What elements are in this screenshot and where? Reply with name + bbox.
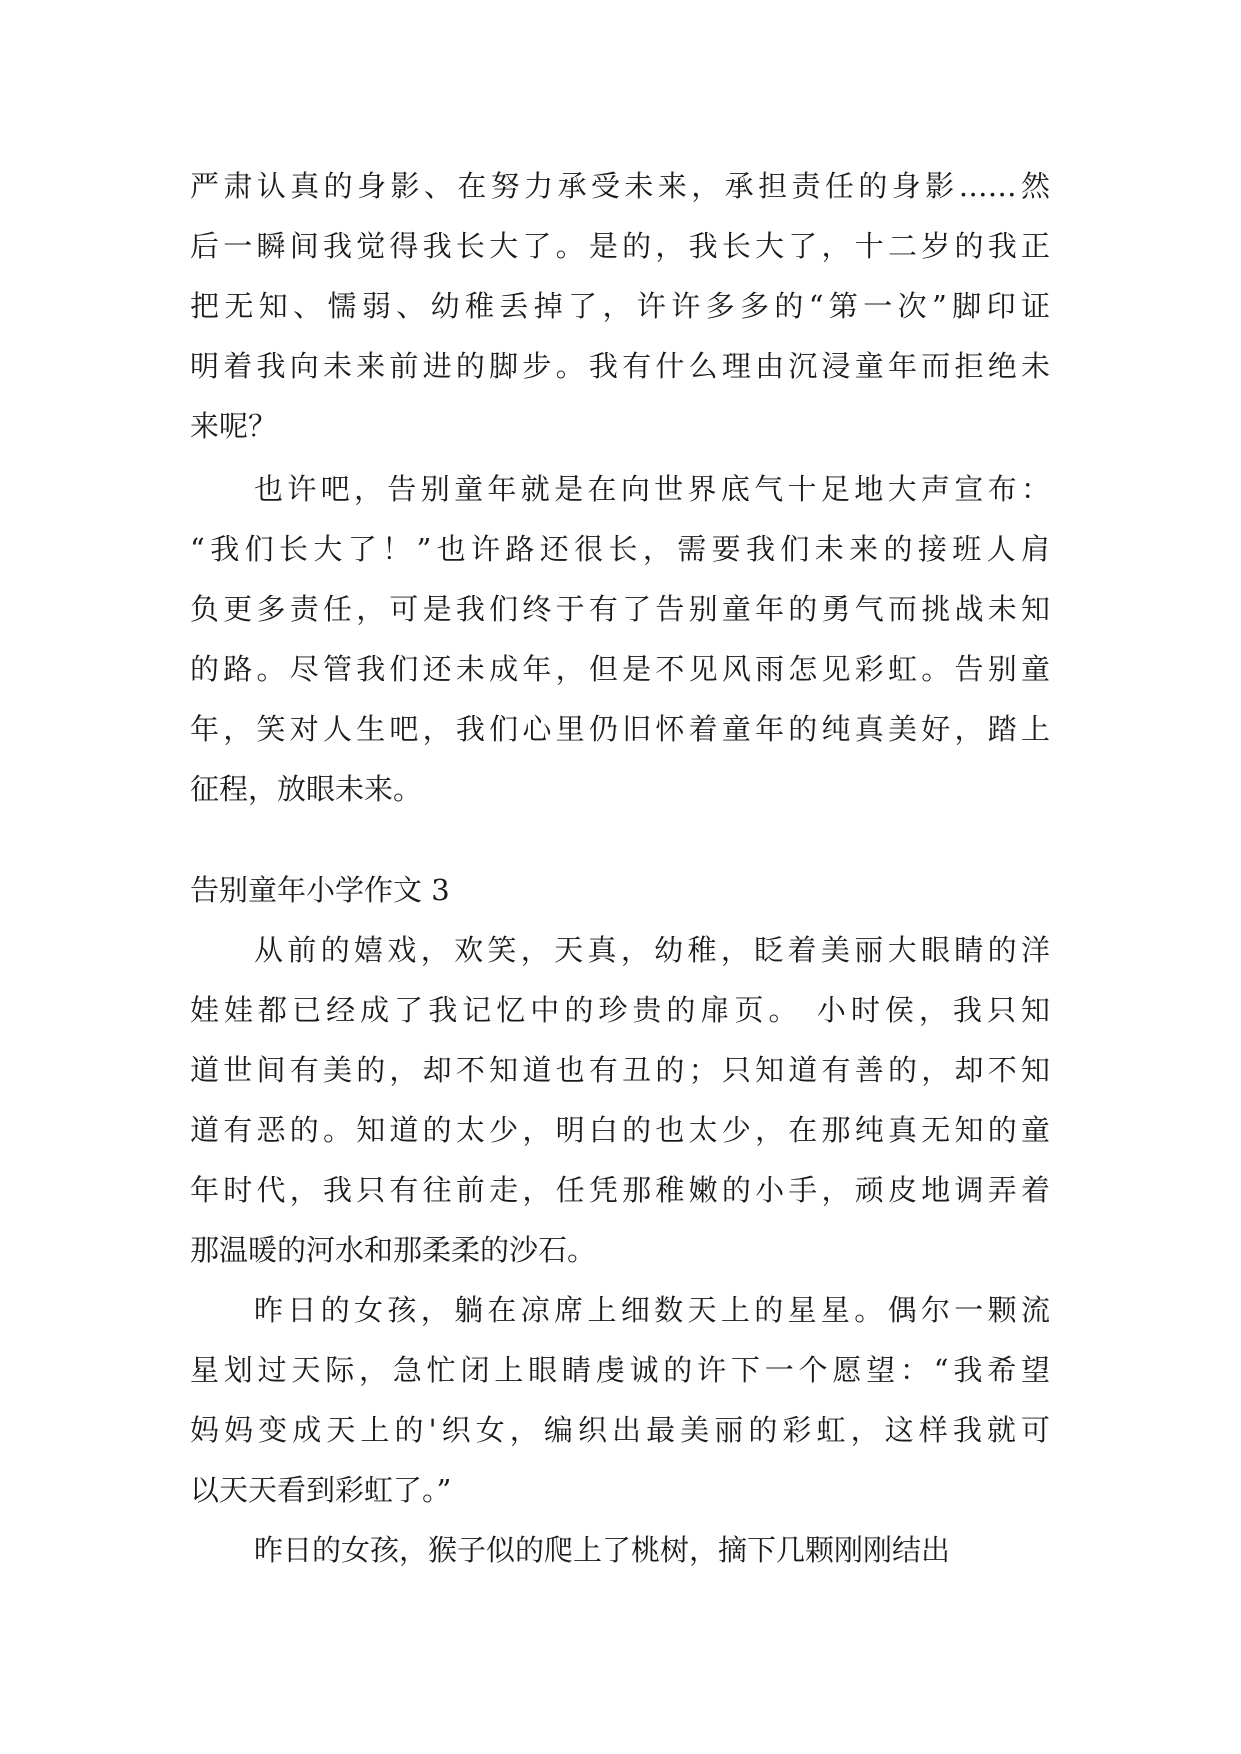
paragraph <box>190 156 1050 456</box>
text-line: 后一瞬间我觉得我长大了。是的，我长大了，十二岁的我正 <box>190 229 1050 263</box>
text-line: 年，笑对人生吧，我们心里仍旧怀着童年的纯真美好，踏上 <box>190 712 1050 746</box>
text-line: 道有恶的。知道的太少，明白的也太少，在那纯真无知的童 <box>190 1113 1050 1147</box>
text-line: 道世间有美的，却不知道也有丑的；只知道有善的，却不知 <box>190 1053 1050 1087</box>
text-line: 也许吧，告别童年就是在向世界底气十足地大声宣布： <box>254 472 1050 506</box>
paragraph <box>190 459 1050 819</box>
text-line: 娃娃都已经成了我记忆中的珍贵的扉页。 小时侯，我只知 <box>190 993 1050 1027</box>
text-line: 年时代，我只有往前走，任凭那稚嫩的小手，顽皮地调弄着 <box>190 1173 1050 1207</box>
text-line: 星划过天际，急忙闭上眼睛虔诚的许下一个愿望：“我希望 <box>190 1353 1050 1387</box>
text-line: “我们长大了！”也许路还很长，需要我们未来的接班人肩 <box>190 532 1050 566</box>
text-line: 从前的嬉戏，欢笑，天真，幼稚，眨着美丽大眼睛的洋 <box>254 933 1050 967</box>
text-line: 把无知、懦弱、幼稚丢掉了，许许多多的“第一次”脚印证 <box>190 289 1050 323</box>
paragraph <box>190 1280 1050 1520</box>
paragraph <box>190 1520 1050 1580</box>
paragraph <box>190 920 1050 1280</box>
text-line: 的路。尽管我们还未成年，但是不见风雨怎见彩虹。告别童 <box>190 652 1050 686</box>
text-line: 昨日的女孩，躺在凉席上细数天上的星星。偶尔一颗流 <box>254 1293 1050 1327</box>
section-heading: 告别童年小学作文 3 <box>190 873 450 907</box>
text-line: 来呢？ <box>190 409 278 443</box>
text-line: 征程，放眼未来。 <box>190 772 423 806</box>
text-line: 那温暖的河水和那柔柔的沙石。 <box>190 1233 597 1267</box>
text-line: 妈妈变成天上的'织女，编织出最美丽的彩虹，这样我就可 <box>190 1413 1050 1447</box>
text-line: 昨日的女孩，猴子似的爬上了桃树，摘下几颗刚刚结出 <box>254 1533 951 1567</box>
text-line: 负更多责任，可是我们终于有了告别童年的勇气而挑战未知 <box>190 592 1050 626</box>
text-line: 明着我向未来前进的脚步。我有什么理由沉浸童年而拒绝未 <box>190 349 1050 383</box>
text-line: 严肃认真的身影、在努力承受未来，承担责任的身影……然 <box>190 169 1050 203</box>
text-line: 以天天看到彩虹了。” <box>190 1473 452 1507</box>
